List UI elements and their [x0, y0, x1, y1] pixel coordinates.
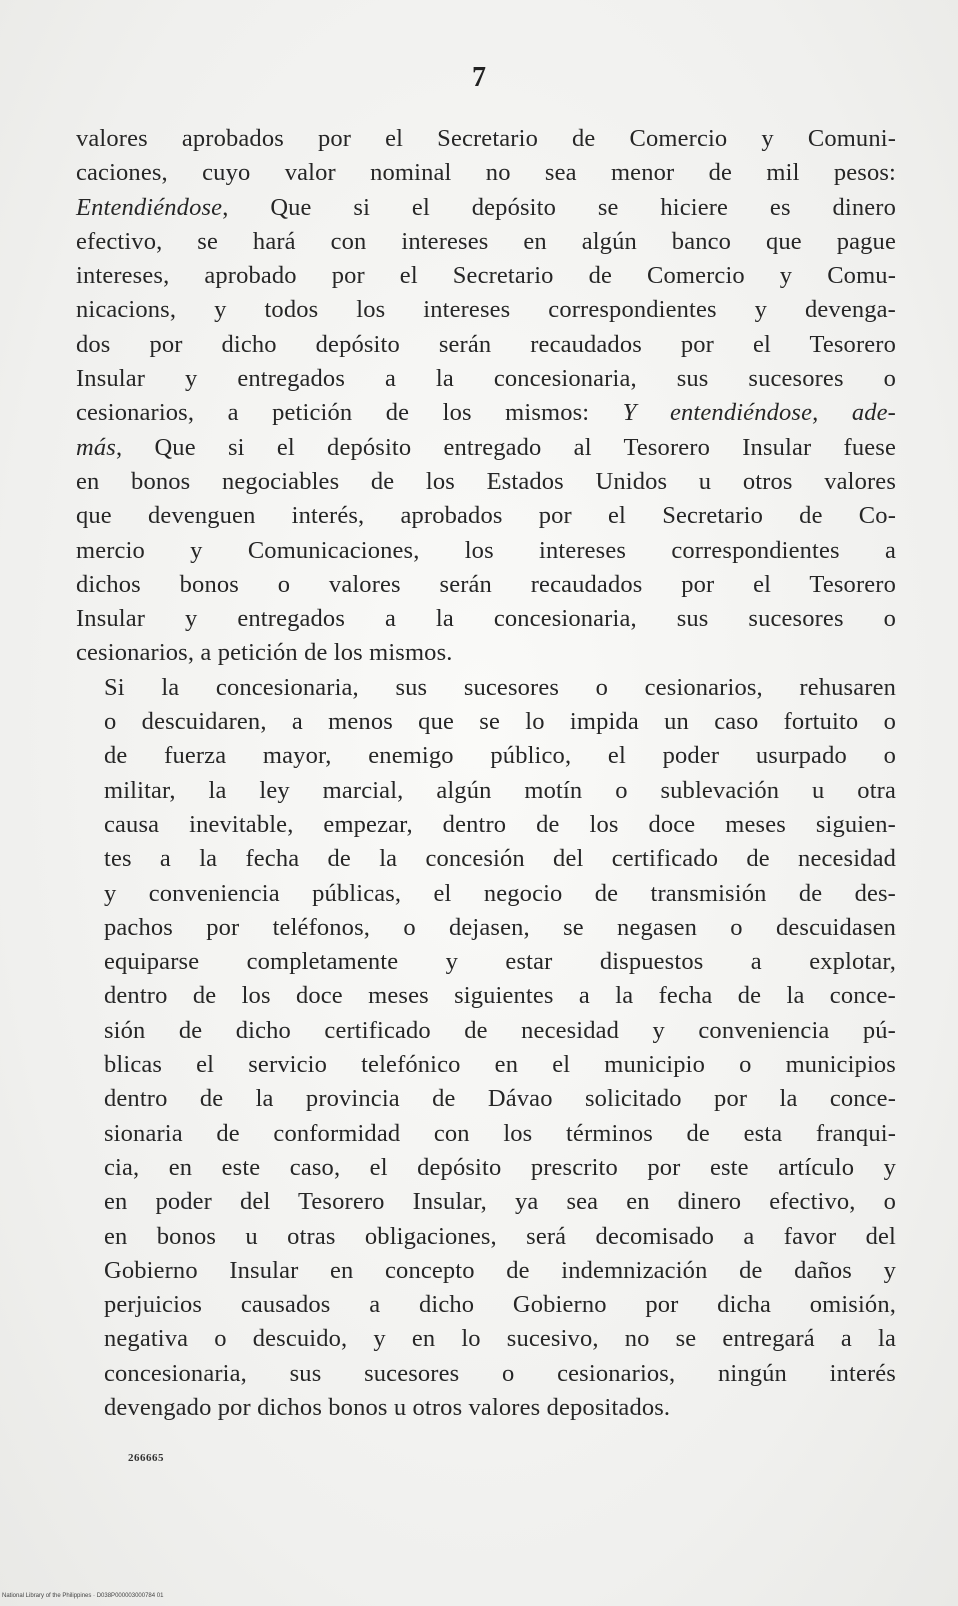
text-line: y conveniencia públicas, el negocio de transmisión de des-: [104, 879, 896, 907]
text-line: sión de dicho certificado de necesidad y conveniencia pú-: [104, 1016, 896, 1044]
text-line: concesionaria, sus sucesores o cesionarios, ningún interés: [104, 1359, 896, 1387]
paragraph-deposit-interest: [76, 122, 896, 671]
footer-credit: National Library of the Philippines · D038P000003000784 01: [2, 1593, 164, 1599]
text-line: causa inevitable, empezar, dentro de los doce meses siguien-: [104, 810, 896, 838]
text-line: mercio y Comunicaciones, los intereses correspondientes a: [76, 536, 896, 564]
text-line: devengado por dichos bonos u otros valores depositados.: [104, 1393, 671, 1421]
text-line: intereses, aprobado por el Secretario de Comercio y Comu-: [76, 262, 896, 290]
text-line: dichos bonos o valores serán recaudados por el Tesorero: [76, 570, 896, 598]
text-line: blicas el servicio telefónico en el municipio o municipios: [104, 1051, 896, 1079]
body-text: [76, 122, 896, 1425]
text-line: sionaria de conformidad con los términos de esta franqui-: [104, 1119, 896, 1147]
print-code: 266665: [128, 1452, 164, 1464]
text-line: equiparse completamente y estar dispuestos a explotar,: [104, 948, 896, 976]
text-line: pachos por teléfonos, o dejasen, se negasen o descuidasen: [104, 913, 896, 941]
text-line: Insular y entregados a la concesionaria, sus sucesores o: [76, 605, 896, 633]
text-line: en poder del Tesorero Insular, ya sea en dinero efectivo, o: [104, 1188, 896, 1216]
text-line: caciones, cuyo valor nominal no sea menor de mil pesos:: [76, 159, 896, 187]
page-number: 7: [472, 62, 486, 93]
text-line: en bonos u otras obligaciones, será decomisado a favor del: [104, 1222, 896, 1250]
text-line: dos por dicho depósito serán recaudados por el Tesorero: [76, 330, 896, 358]
text-line: dentro de la provincia de Dávao solicitado por la conce-: [104, 1085, 896, 1113]
text-line: cia, en este caso, el depósito prescrito por este artículo y: [104, 1153, 896, 1181]
text-line: efectivo, se hará con intereses en algún banco que pague: [76, 227, 896, 255]
text-line: tes a la fecha de la concesión del certificado de necesidad: [104, 845, 896, 873]
text-line: negativa o descuido, y en lo sucesivo, no se entregará a la: [104, 1325, 896, 1353]
text-line: militar, la ley marcial, algún motín o sublevación u otra: [104, 776, 896, 804]
text-line: Si la concesionaria, sus sucesores o cesionarios, rehusaren: [104, 673, 896, 701]
text-line: Gobierno Insular en concepto de indemnización de daños y: [104, 1256, 896, 1284]
text-line: o descuidaren, a menos que se lo impida un caso fortuito o: [104, 708, 896, 736]
text-line: Insular y entregados a la concesionaria, sus sucesores o: [76, 365, 896, 393]
text-line: más, Que si el depósito entregado al Tesorero Insular fuese: [76, 433, 896, 461]
text-line: dentro de los doce meses siguientes a la fecha de la conce-: [104, 982, 896, 1010]
paragraph-forfeiture: [76, 671, 896, 1426]
text-line: perjuicios causados a dicho Gobierno por dicha omisión,: [104, 1291, 896, 1319]
text-line: que devenguen interés, aprobados por el Secretario de Co-: [76, 502, 896, 530]
text-line: valores aprobados por el Secretario de Comercio y Comuni-: [76, 125, 896, 152]
text-line: nicacions, y todos los intereses correspondientes y devenga-: [76, 296, 896, 324]
text-line: Entendiéndose, Que si el depósito se hiciere es dinero: [76, 193, 896, 221]
text-line: cesionarios, a petición de los mismos: Y entendiéndose, ade-: [76, 399, 896, 427]
text-line: de fuerza mayor, enemigo público, el poder usurpado o: [104, 742, 896, 770]
text-line: en bonos negociables de los Estados Unidos u otros valores: [76, 467, 896, 495]
text-line: cesionarios, a petición de los mismos.: [76, 639, 453, 667]
